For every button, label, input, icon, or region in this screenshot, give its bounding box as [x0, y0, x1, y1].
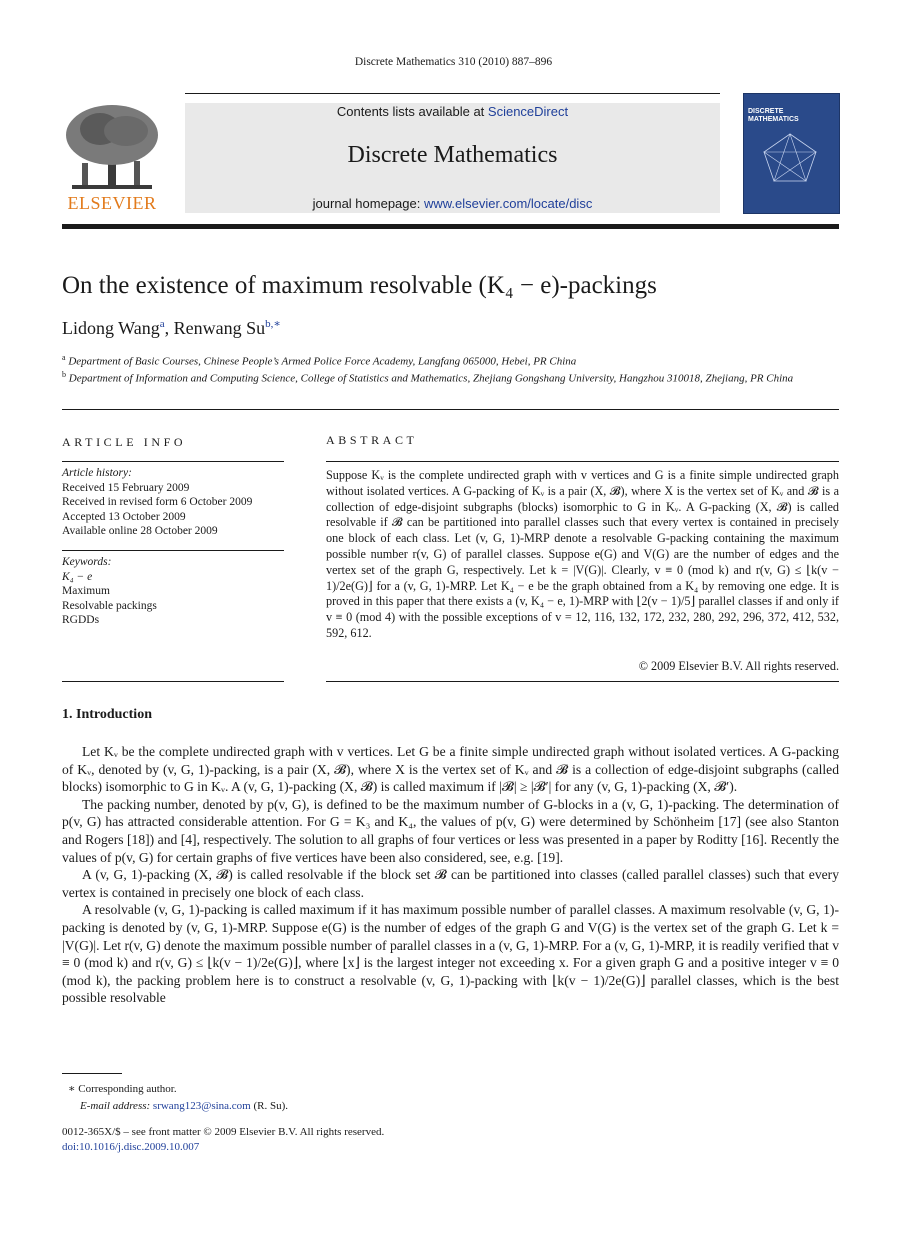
- sciencedirect-link[interactable]: ScienceDirect: [487, 104, 569, 119]
- keywords: [62, 555, 284, 628]
- elsevier-tree-logo: [62, 103, 162, 195]
- keywords-label: Keywords:: [62, 556, 112, 568]
- footnote-rule: [62, 1073, 122, 1074]
- paragraph: A resolvable (v, G, 1)-packing is called maximum if it has maximum possible number of parallel classes. A maximum resolvable (v, G, 1)-packing is denoted by (v, G, 1)-MRP. Suppose e(G) is the number of edges of the graph G and V(G) is the vertex set of the graph G. Let k = |V(G)|. Let r(v, G) denote the maximum possible number of parallel classes in a (v, G, 1)-MRP. For a (v, G, 1)-MRP, it is readily verified that v ≡ 0 (mod k) and r(v, G) ≤ ⌊k(v − 1)/2e(G)⌋, where ⌊x⌋ is the largest integer not exceeding x. For a given graph G and a positive integer v ≡ 0 (mod k), the packing problem here is to construct a resolvable (v, G, 1)-packing with ⌊k(v − 1)/2e(G)⌋ parallel classes, which is the best possible resolvable: [62, 902, 839, 1006]
- keyword: Maximum: [62, 585, 110, 597]
- homepage-link[interactable]: www.elsevier.com/locate/disc: [423, 196, 593, 211]
- divider: [62, 461, 284, 462]
- affiliation-b: [62, 367, 807, 387]
- homepage-line: [185, 196, 720, 211]
- author-affiliation-mark[interactable]: a: [159, 318, 165, 330]
- divider: [62, 681, 284, 682]
- history-item: Available online 28 October 2009: [62, 525, 218, 537]
- authors: [62, 317, 281, 339]
- email-suffix: (R. Su).: [250, 1100, 289, 1112]
- keyword: K₄ − e: [62, 570, 93, 583]
- section-heading: 1. Introduction: [62, 707, 152, 722]
- keyword: RGDDs: [62, 614, 100, 626]
- contents-line: [185, 104, 720, 119]
- history-item: Received 15 February 2009: [62, 481, 190, 494]
- email-link[interactable]: srwang123@sina.com: [152, 1100, 251, 1112]
- abstract-heading: ABSTRACT: [326, 433, 418, 447]
- article-title: On the existence of maximum resolvable (K₄ − e)-packings: [62, 272, 657, 299]
- copyright: © 2009 Elsevier B.V. All rights reserved.: [638, 659, 839, 673]
- journal-title: Discrete Mathematics: [347, 142, 558, 168]
- article-info-heading: ARTICLE INFO: [62, 435, 187, 449]
- divider: [62, 409, 839, 410]
- homepage-prefix: journal homepage:: [312, 196, 424, 211]
- keyword: Resolvable packings: [62, 599, 157, 612]
- author-affiliation-mark[interactable]: b,∗: [265, 318, 281, 330]
- footnote-mark: ∗: [68, 1083, 76, 1095]
- paragraph: The packing number, denoted by p(v, G), is defined to be the maximum number of G-blocks in a (v, G, 1)-packing. The determination of p(v, G) has attracted considerable attention. For G = K₃ and K₄, the values of p(v, G) were determined by Schönheim [17] (see also Stanton and Rogers [18]) and [4], respectively. The solution to all graphs of four vertices or less was presented in a paper by Roditty [16]. Recently the values of p(v, G) for certain graphs of five vertices have been also considered, see, e.g. [19].: [62, 796, 839, 865]
- paragraph: Let Kᵥ be the complete undirected graph with v vertices. Let G be a finite simple undirected graph without isolated vertices. A G-packing of Kᵥ, denoted by (v, G, 1)-packing, is a pair (X, 𝓑), where X is the vertex set of Kᵥ and 𝓑 is a collection of edge-disjoint subgraphs (called blocks) isomorphic to G in Kᵥ. A (v, G, 1)-packing (X, 𝓑) is called maximum if |𝓑| ≥ |𝓑′| for any (v, G, 1)-packing (X, 𝓑′).: [62, 744, 839, 795]
- publisher-logo-text: ELSEVIER: [67, 193, 157, 213]
- affiliation-mark: a: [62, 353, 66, 362]
- author-separator: ,: [164, 318, 174, 338]
- affiliation-text: Department of Information and Computing Science, College of Statistics and Mathematics, Zhejiang Gongshang University, Hangzhou 310018, Zhejiang, PR China: [68, 372, 794, 385]
- author-name: Lidong Wang: [62, 318, 160, 338]
- article-history: [62, 466, 284, 539]
- footnote-text: Corresponding author.: [78, 1083, 177, 1095]
- paragraph: A (v, G, 1)-packing (X, 𝓑) is called resolvable if the block set 𝓑 can be partitioned into classes (called parallel classes) such that every vertex is contained in precisely one block of each class.: [62, 867, 839, 900]
- doi-link[interactable]: doi:10.1016/j.disc.2009.10.007: [62, 1141, 200, 1153]
- journal-reference: Discrete Mathematics 310 (2010) 887–896: [354, 56, 553, 68]
- affiliation-text: Department of Basic Courses, Chinese People’s Armed Police Force Academy, Langfang 065000, Hebei, PR China: [68, 355, 577, 368]
- header-top-rule: [185, 93, 720, 94]
- contents-prefix: Contents lists available at: [336, 104, 488, 119]
- author-name: Renwang Su: [173, 318, 266, 338]
- email-label: E-mail address:: [80, 1100, 153, 1112]
- cover-title: DISCRETE MATHEMATICS: [748, 108, 799, 123]
- issn-line: 0012-365X/$ – see front matter © 2009 Elsevier B.V. All rights reserved.: [62, 1126, 385, 1138]
- abstract-text: Suppose Kᵥ is the complete undirected graph with v vertices and G is a finite simple undirected graph without isolated vertices. A G-packing of Kᵥ is a pair (X, 𝓑), where X is the vertex set of Kᵥ and 𝓑 is a collection of edge-disjoint subgraphs (blocks) isomorphic to G in Kᵥ. A G-packing (X, 𝓑) is called resolvable if 𝓑 can be partitioned into parallel classes such that every vertex is contained in precisely one block of each class. Let (v, G, 1)-MRP denote a resolvable G-packing containing the maximum possible number r(v, G) of parallel classes. Suppose e(G) and V(G) are the number of edges and the vertex set of the graph G, respectively. Let k = |V(G)|. Clearly, v ≡ 0 (mod k) and r(v, G) ≤ ⌊k(v − 1)/2e(G)⌋ for a (v, G, 1)-MRP. Let K₄ − e be the graph obtained from a K₄ by removing one edge. It is proved in this paper that there exists a (v, K₄ − e, 1)-MRP with ⌊2(v − 1)/5⌋ parallel classes if and only if v ≡ 0 (mod 4) with the possible exceptions of v = 12, 116, 132, 172, 232, 280, 292, 296, 372, 412, 532, 592, 612.: [326, 468, 839, 640]
- divider: [326, 461, 839, 462]
- cover-pentagon-graphic: [760, 130, 820, 185]
- history-item: Accepted 13 October 2009: [62, 510, 186, 523]
- footnote-corresponding: [62, 1081, 177, 1097]
- header-thick-rule: [62, 224, 839, 229]
- divider: [62, 550, 284, 551]
- affiliation-mark: b: [62, 370, 66, 379]
- divider: [326, 681, 839, 682]
- history-item: Received in revised form 6 October 2009: [62, 496, 253, 508]
- introduction-body: [62, 743, 839, 1007]
- footnote-email: [80, 1098, 288, 1114]
- history-label: Article history:: [62, 467, 132, 479]
